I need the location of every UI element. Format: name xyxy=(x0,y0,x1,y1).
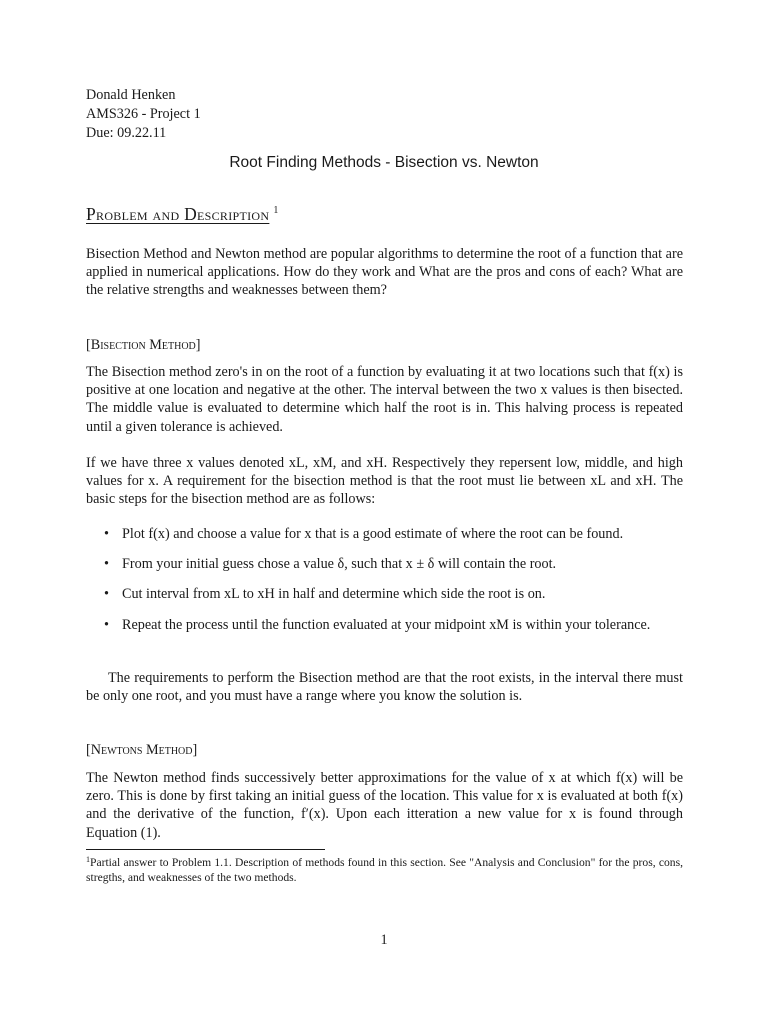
list-item-text: Cut interval from xL to xH in half and determine which side the root is on. xyxy=(122,586,546,603)
course-name: AMS326 - Project 1 xyxy=(86,106,201,122)
document-title: Root Finding Methods - Bisection vs. Newton xyxy=(229,154,539,171)
bullet-icon: • xyxy=(104,556,109,573)
section-heading xyxy=(86,204,279,225)
list-item xyxy=(104,616,683,634)
footnote xyxy=(86,852,683,885)
bullet-icon: • xyxy=(104,616,109,633)
bisection-paragraph-3 xyxy=(86,669,683,705)
list-item-text: Repeat the process until the function evaluated at your midpoint xM is within your tolerance. xyxy=(122,616,651,633)
page-number: 1 xyxy=(380,932,388,948)
subheading-newton: [Newtons Method] xyxy=(86,742,198,758)
list-item xyxy=(104,585,683,603)
due-date: Due: 09.22.11 xyxy=(86,125,167,141)
bisection-text-2: If we have three x values denoted xL, xM, and xH. Respectively they repersent low, middle, and high values for x. A requirement for the bisection method is that the root must lie between xL and xH. The basic steps for the bisection method are as follows: xyxy=(86,455,683,508)
subheading-bisection: [Bisection Method] xyxy=(86,337,201,353)
bisection-paragraph-2 xyxy=(86,454,683,509)
bisection-paragraph-1 xyxy=(86,363,683,436)
intro-text: Bisection Method and Newton method are popular algorithms to determine the root of a function that are applied in numerical applications. How do they work and What are the pros and cons of each? What are the relative strengths and weaknesses between them? xyxy=(86,246,683,299)
footnote-reference: 1 xyxy=(273,205,279,216)
bisection-text-3: The requirements to perform the Bisection method are that the root exists, in the interval there must be only one root, and you must have a range where you know the solution is. xyxy=(86,670,683,705)
intro-paragraph xyxy=(86,245,683,300)
bisection-steps-list xyxy=(104,525,683,634)
newton-paragraph-1 xyxy=(86,769,683,842)
bullet-icon: • xyxy=(104,586,109,603)
list-item-text: From your initial guess chose a value δ, such that x ± δ will contain the root. xyxy=(122,556,557,573)
author-name: Donald Henken xyxy=(86,87,176,103)
list-item xyxy=(104,555,683,573)
list-item-text: Plot f(x) and choose a value for x that is a good estimate of where the root can be found. xyxy=(122,526,624,542)
section-heading-text: Problem and Description xyxy=(86,204,270,224)
footnote-divider xyxy=(86,849,325,850)
list-item xyxy=(104,525,683,543)
bullet-icon: • xyxy=(104,526,109,542)
footnote-text: Partial answer to Problem 1.1. Description of methods found in this section. See "Analysis and Conclusion" for the pros, cons, stregths, and weaknesses of the two methods. xyxy=(86,856,683,884)
bisection-text-1: The Bisection method zero's in on the root of a function by evaluating it at two locations such that f(x) is positive at one location and negative at the other. The interval between the two x values is then bisected. The middle value is evaluated to determine which half the root is in. This halving process is repeated until a given tolerance is achieved. xyxy=(86,364,683,435)
newton-text-1: The Newton method finds successively better approximations for the value of x at which f(x) will be zero. This is done by first taking an initial guess of the location. This value for x is evaluated at both f(x) and the derivative of the function, f′(x). Upon each itteration a new value for x is found through Equation (1). xyxy=(86,770,683,841)
footnote-mark: 1 xyxy=(86,855,90,864)
